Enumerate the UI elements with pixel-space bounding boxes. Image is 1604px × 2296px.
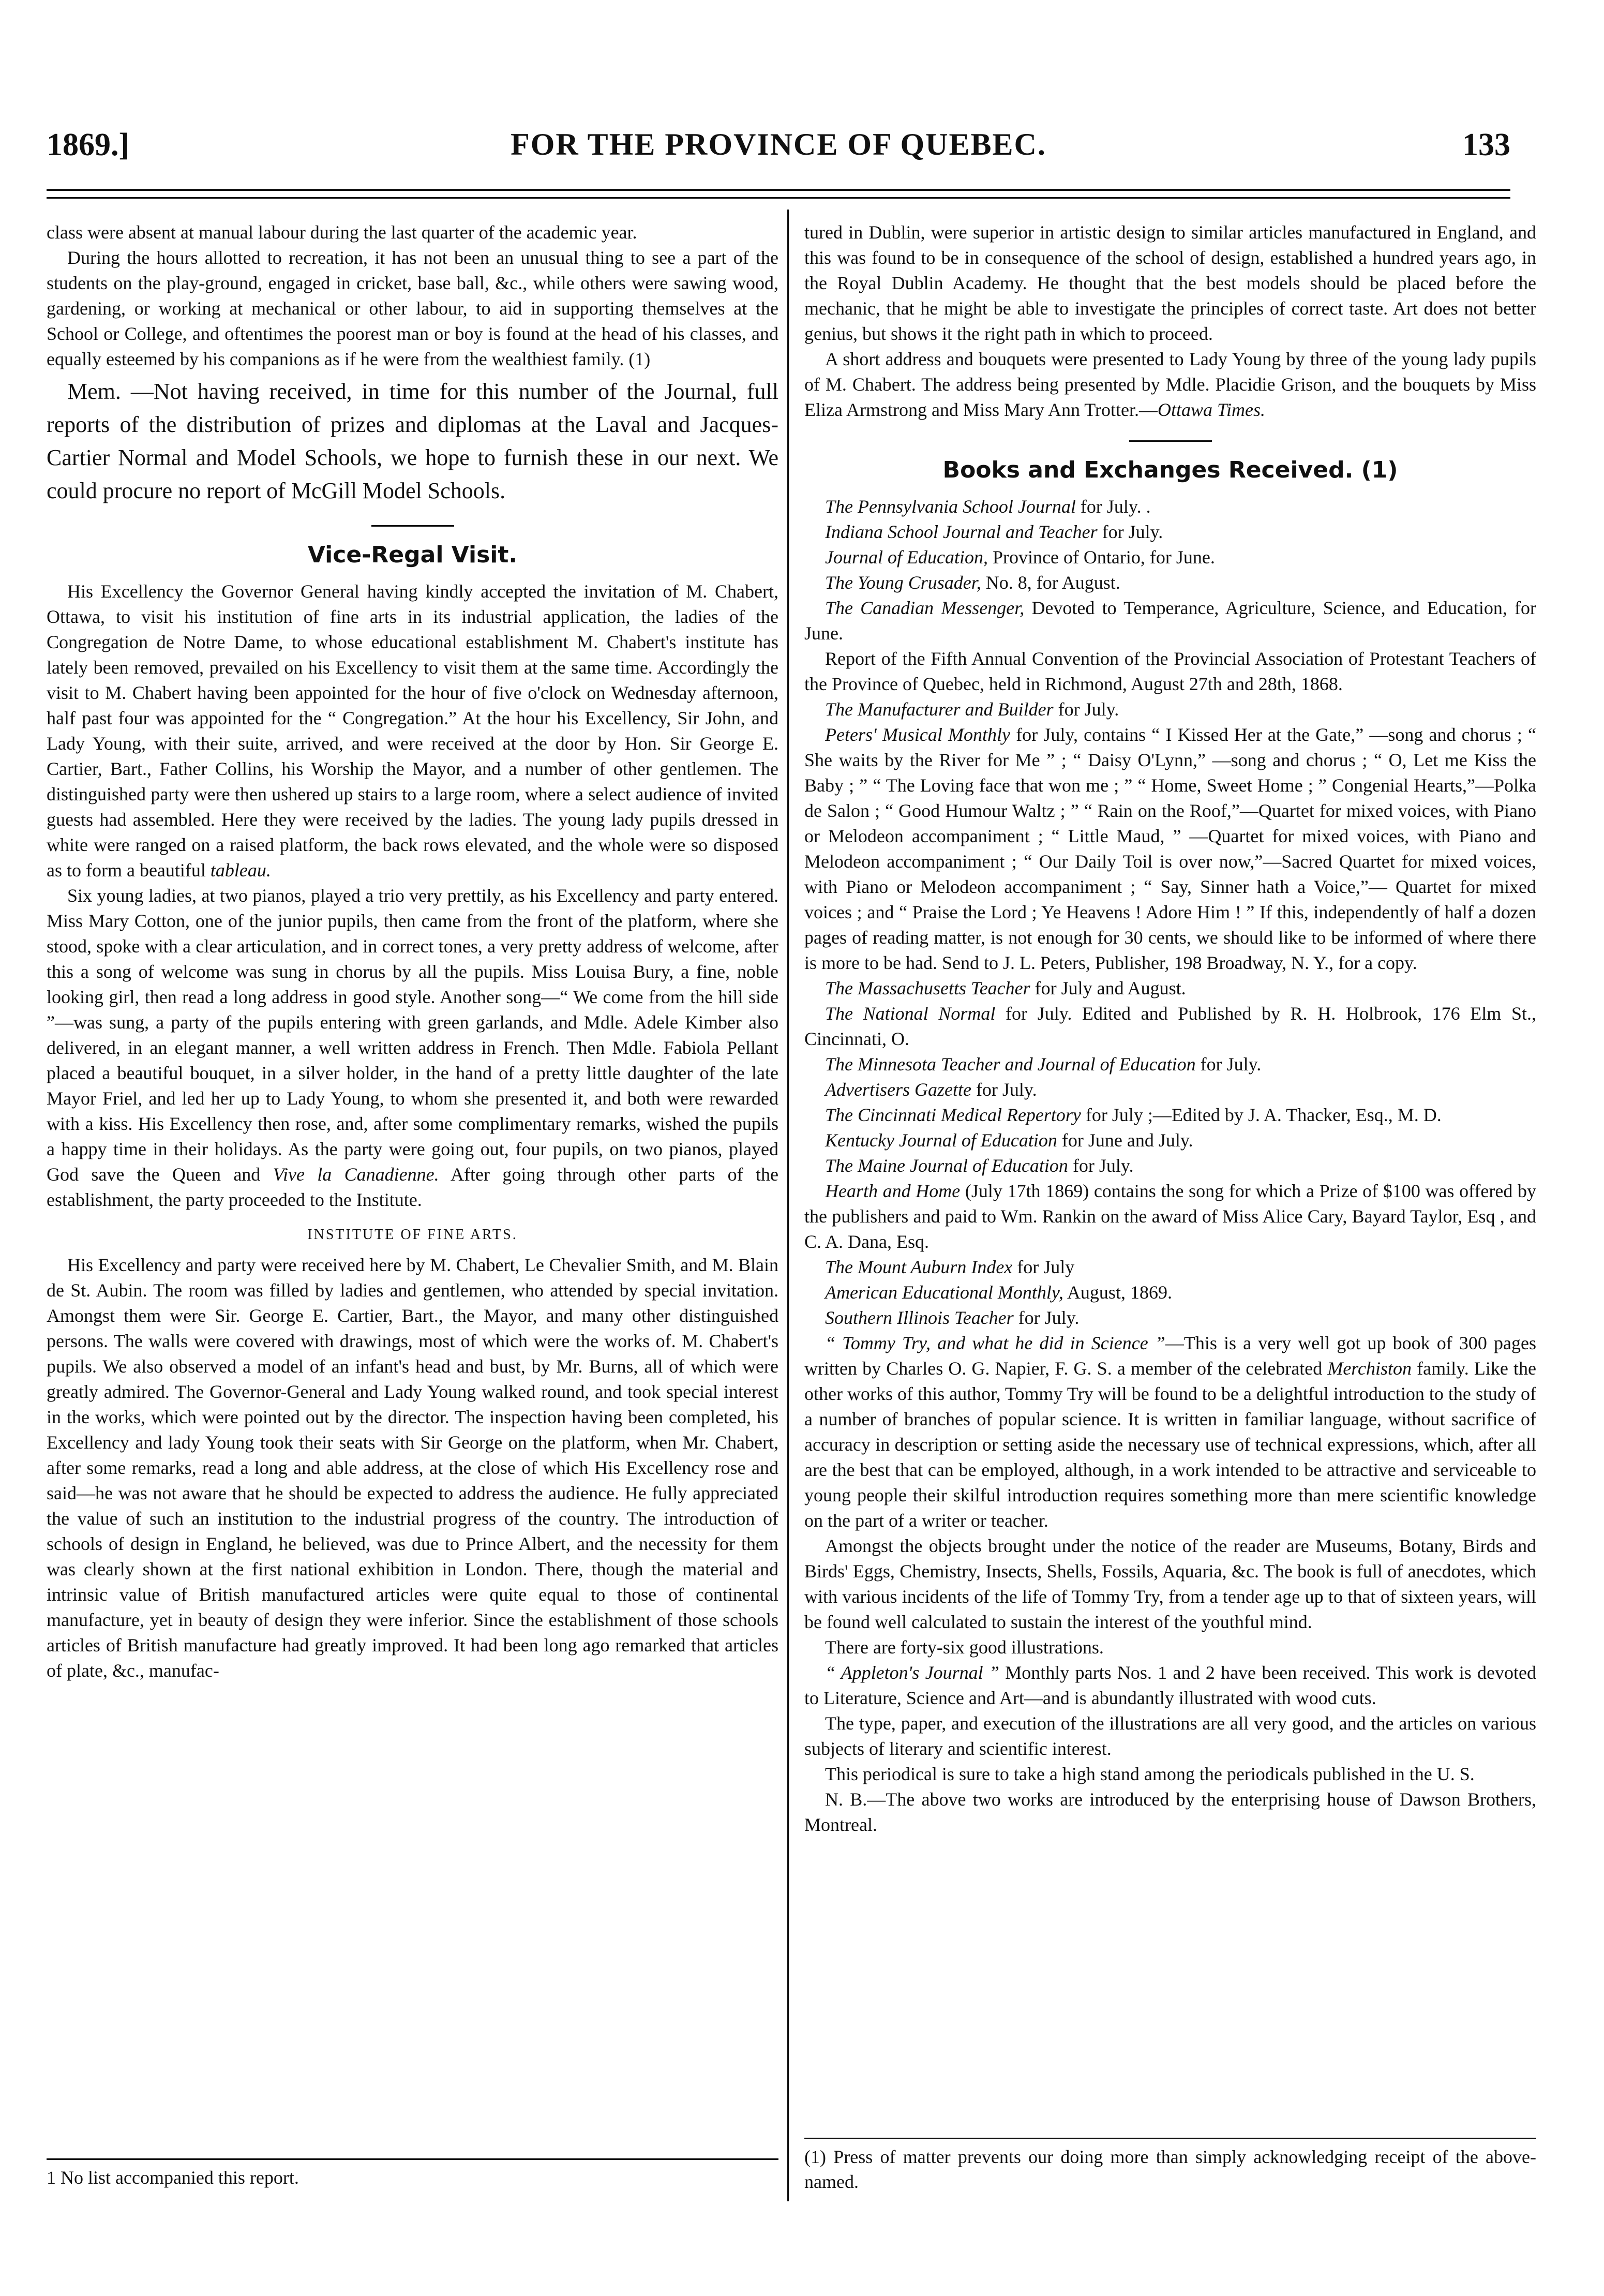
book-entry: Peters' Musical Monthly for July, contains “ I Kissed Her at the Gate,” —song and chorus ; “ She waits by the River for Me ” ; “ Daisy O'Lynn,” —song and chorus ; “ O, Let me Kiss the Baby ; ” “ The Loving face that won me ; ” “ Home, Sweet Home ; ” Congenial Hearts,”—Polka de Salon ; “ Good Humour Waltz ; ” “ Rain on the Roof,”—Quartet for mixed voices, with Piano or Melodeon accompaniment ; “ Little Maud, ” —Quartet for mixed voices, with Piano and Melodeon accompaniment ; “ Our Daily Toil is over now,”—Sacred Quartet for mixed voices, with Piano or Melodeon accompaniment ; “ Say, Sinner hath a Voice,”— Quartet for mixed voices ; and “ Praise the Lord ; Ye Heavens ! Adore Him ! ” If this, independently of half a dozen pages of reading matter, is not enough for 30 cents, we should like to be informed of where there is more to be had. Send to J. L. Peters, Publisher, 198 Broadway, N. Y., for a copy. <box>804 724 1536 973</box>
page-number: 133 <box>1462 127 1510 162</box>
right-footnote-block <box>804 2131 1536 2194</box>
right-column <box>804 220 1536 1838</box>
institute-paragraph: His Excellency and party were received here by M. Chabert, Le Chevalier Smith, and M. Blain de St. Aubin. The room was filled by ladies and gentlemen, who attended by special invitation. Amongst them were Sir. George E. Cartier, Bart., the Mayor, and many other distinguished persons. The walls were covered with drawings, most of which were the works of. M. Chabert's pupils. We also observed a model of an infant's head and bust, by Mr. Burns, all of which were greatly admired. The Governor-General and Lady Young walked round, and took special interest in the works, which were pointed out by the director. The inspection having been completed, his Excellency and lady Young took their seats with Sir George on the platform, when Mr. Chabert, after some remarks, read a long and able address, at the close of which His Excellency rose and said—he was not aware that he should be expected to address the audience. He fully appreciated the value of such an institution to the industrial progress of the country. The introduction of schools of design in England, he believed, was due to Prince Albert, and the necessity for them was clearly shown at the first national exhibition in London. There, though the material and intrinsic value of British manufactured articles were quite equal to those of continental manufacture, yet in beauty of design they were inferior. Since the establishment of those schools articles of British manufacture had greatly improved. It had been long ago remarked that articles of plate, &c., manufac- <box>47 1255 778 1681</box>
book-entry: American Educational Monthly, August, 1869. <box>825 1282 1172 1303</box>
book-entry: The Maine Journal of Education for July. <box>825 1155 1134 1176</box>
address-paragraph: A short address and bouquets were presented to Lady Young by three of the young lady pupils of M. Chabert. The address being presented by Mdle. Placidie Grison, and the bouquets by Miss Eliza Armstrong and Miss Mary Ann Trotter.—Ottawa Times. <box>804 349 1536 420</box>
continued-paragraph: class were absent at manual labour during the last quarter of the academic year. <box>47 222 637 243</box>
header-double-rule <box>47 189 1510 199</box>
book-entry: “ Appleton's Journal ” Monthly parts Nos. 1 and 2 have been received. This work is devoted to Literature, Science and Art—and is abundantly illustrated with wood cuts. <box>804 1662 1536 1708</box>
book-entry: The type, paper, and execution of the illustrations are all very good, and the articles on various subjects of literary and scientific interest. <box>804 1713 1536 1759</box>
book-entry: N. B.—The above two works are introduced by the enterprising house of Dawson Brothers, Montreal. <box>804 1789 1536 1835</box>
footnote-rule <box>47 2158 778 2160</box>
book-entry: The National Normal for July. Edited and Published by R. H. Holbrook, 176 Elm St., Cincinnati, O. <box>804 1003 1536 1049</box>
book-entry: The Young Crusader, No. 8, for August. <box>825 572 1120 593</box>
book-entry: Journal of Education, Province of Ontario, for June. <box>825 547 1215 568</box>
book-entry: “ Tommy Try, and what he did in Science ”—This is a very well got up book of 300 pages written by Charles O. G. Napier, F. G. S. a member of the celebrated Merchiston family. Like the other works of this author, Tommy Try will be found to be a delightful introduction to the study of a number of branches of popular science. It is written in familiar language, without sacrifice of accuracy in description or setting aside the necessary use of technical expressions, which, after all are the best that can be employed, although, in a work intended to be attractive and serviceable to young people their skilful introduction requires something more than mere scientific knowledge on the part of a writer or teacher. <box>804 1333 1536 1531</box>
recreation-paragraph: During the hours allotted to recreation, it has not been an unusual thing to see a part of the students on the play-ground, engaged in cricket, base ball, &c., while others were sawing wood, gardening, or working at mechanical or other labour, to aid in supporting themselves at the School or College, and oftentimes the poorest man or boy is found at the head of his classes, and equally esteemed by his companions as if he were from the wealthiest family. (1) <box>47 247 778 369</box>
continued-paragraph-right: tured in Dublin, were superior in artistic design to similar articles manufactured in England, and this was found to be in consequence of the school of design, established a hundred years ago, in the Royal Dublin Academy. He thought that the best models should be placed before the mechanic, that he might be able to investigate the principles of correct taste. Art does not better genius, but shows it the right path in which to proceed. <box>804 222 1536 344</box>
book-entry: Advertisers Gazette for July. <box>825 1079 1037 1100</box>
book-entry: Amongst the objects brought under the notice of the reader are Museums, Botany, Birds and Birds' Eggs, Chemistry, Insects, Shells, Fossils, Aquaria, &c. The book is full of anecdotes, which with various incidents of the life of Tommy Try, from a tender age up to that of sixteen years, will be found well calculated to sustain the interest of the youthful mind. <box>804 1535 1536 1632</box>
book-entry: Hearth and Home (July 17th 1869) contains the song for which a Prize of $100 was offered by the publishers and paid to Wm. Rankin on the award of Miss Alice Cary, Bayard Taylor, Esq , and C. A. Dana, Esq. <box>804 1181 1537 1252</box>
book-entry: Report of the Fifth Annual Convention of the Provincial Association of Protestant Teachers of the Province of Quebec, held in Richmond, August 27th and 28th, 1868. <box>804 648 1536 694</box>
book-entry: This periodical is sure to take a high stand among the periodicals published in the U. S. <box>825 1764 1475 1784</box>
book-entry: The Pennsylvania School Journal for July. . <box>825 496 1151 517</box>
column-divider <box>787 210 789 2201</box>
left-footnote: 1 No list accompanied this report. <box>47 2167 299 2188</box>
institute-subheading: INSTITUTE OF FINE ARTS. <box>307 1227 518 1243</box>
header-year: 1869.] <box>47 127 130 162</box>
left-footnote-block <box>47 2152 778 2190</box>
book-entry: The Massachusetts Teacher for July and August. <box>825 978 1186 998</box>
book-entry: The Canadian Messenger, Devoted to Temperance, Agriculture, Science, and Education, for June. <box>804 598 1536 644</box>
book-entry: Indiana School Journal and Teacher for July. <box>825 521 1163 542</box>
books-exchanges-heading: Books and Exchanges Received. (1) <box>942 457 1398 483</box>
book-entry: The Manufacturer and Builder for July. <box>825 699 1119 720</box>
footnote-rule-right <box>804 2138 1536 2139</box>
book-entry: There are forty-six good illustrations. <box>825 1637 1104 1658</box>
section-rule-right <box>1129 440 1212 442</box>
visit-paragraph-1: His Excellency the Governor General having kindly accepted the invitation of M. Chabert, Ottawa, to visit his institution of fine arts in its industrial application, the ladies of the Congregation de Notre Dame, to whose educational establishment M. Chabert's institute has lately been removed, prevailed on his Excellency to visit them at the same time. Accordingly the visit to M. Chabert having been appointed for the hour of five o'clock on Wednesday afternoon, half past four was appointed for the “ Congregation.” At the hour his Excellency, Sir John, and Lady Young, with their suite, arrived, and were received at the door by Hon. Sir George E. Cartier, Bart., Father Collins, his Worship the Mayor, and a number of other gentlemen. The distinguished party were then ushered up stairs to a large room, where a select audience of invited guests had assembled. Here they were received by the ladies. The young lady pupils dressed in white were ranged on a raised platform, the back rows elevated, and the whole were so disposed as to form a beautiful tableau. <box>47 581 778 881</box>
page-header <box>47 106 1510 173</box>
right-footnote: (1) Press of matter prevents our doing more than simply acknowledging receipt of the above-named. <box>804 2146 1536 2192</box>
section-rule <box>371 525 454 527</box>
visit-paragraph-2: Six young ladies, at two pianos, played a trio very prettily, as his Excellency and party entered. Miss Mary Cotton, one of the junior pupils, then came from the front of the platform, where she stood, spoke with a clear articulation, and in correct tones, a very pretty address of welcome, after this a song of welcome was sung in chorus by all the pupils. Miss Louisa Bury, a fine, noble looking girl, then read a long address in good style. Another song—“ We come from the hill side ”—was sung, a party of the pupils entering with green garlands, and Mdle. Adele Kimber also delivered, in an elegant manner, a well written address in French. Then Mdle. Fabiola Pellant placed a beautiful bouquet, in a silver holder, in the hand of a pretty little daughter of the late Mayor Friel, and led her up to Lady Young, to whom she presented it, and both were rewarded with a kiss. His Excellency then rose, and, after some complimentary remarks, wished the pupils a happy time in their holidays. As the party were going out, four pupils, on two pianos, played God save the Queen and Vive la Canadienne. After going through other parts of the establishment, the party proceeded to the Institute. <box>47 885 779 1210</box>
book-entry: Southern Illinois Teacher for July. <box>825 1307 1080 1328</box>
vice-regal-visit-heading: Vice-Regal Visit. <box>307 542 518 568</box>
book-entry: The Minnesota Teacher and Journal of Education for July. <box>825 1054 1262 1075</box>
book-entry: The Mount Auburn Index for July <box>825 1257 1075 1277</box>
mem-notice: Mem. —Not having received, in time for this number of the Journal, full reports of the distribution of prizes and diplomas at the Laval and Jacques-Cartier Normal and Model Schools, we hope to furnish these in our next. We could procure no report of McGill Model Schools. <box>47 379 778 503</box>
running-title: FOR THE PROVINCE OF QUEBEC. <box>511 127 1046 161</box>
book-entry: Kentucky Journal of Education for June and July. <box>825 1130 1193 1151</box>
left-column <box>47 220 778 1683</box>
book-entry: The Cincinnati Medical Repertory for July ;—Edited by J. A. Thacker, Esq., M. D. <box>825 1105 1442 1125</box>
